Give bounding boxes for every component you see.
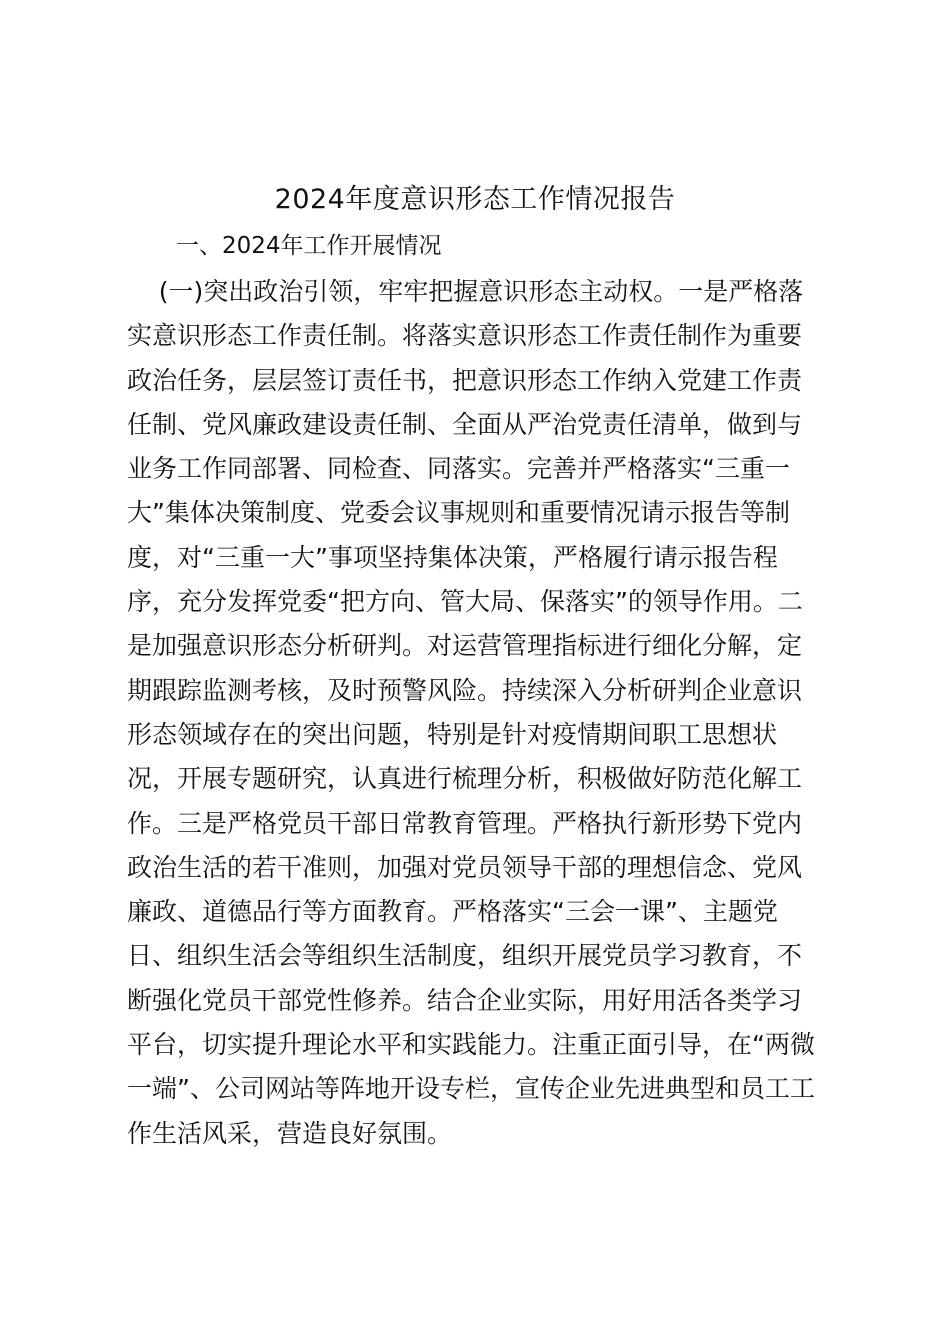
paragraph-line: 实意识形态工作责任制。将落实意识形态工作责任制作为重要 [127, 321, 803, 351]
paragraph-line: 期跟踪监测考核，及时预警风险。持续深入分析研判企业意识 [127, 675, 803, 705]
paragraph-line: 业务工作同部署、同检查、同落实。完善并严格落实“三重一 [127, 454, 790, 484]
paragraph-line: 政治生活的若干准则，加强对党员领导干部的理想信念、党风 [127, 852, 803, 882]
paragraph-line: 作。三是严格党员干部日常教育管理。严格执行新形势下党内 [127, 808, 803, 838]
document-title: 2024年度意识形态工作情况报告 [274, 184, 676, 215]
paragraph-line: 作生活风采，营造良好氛围。 [127, 1118, 453, 1148]
section-heading: 一、2024年工作开展情况 [176, 233, 442, 259]
paragraph-line: 一端”、公司网站等阵地开设专栏，宣传企业先进典型和员工工 [127, 1074, 815, 1104]
paragraph-line: 序，充分发挥党委“把方向、管大局、保落实”的领导作用。二 [127, 587, 803, 617]
paragraph-line: 大”集体决策制度、党委会议事规则和重要情况请示报告等制 [127, 498, 790, 528]
paragraph-line: (一)突出政治引领，牢牢把握意识形态主动权。一是严格落 [127, 277, 804, 306]
paragraph-line: 政治任务，层层签订责任书，把意识形态工作纳入党建工作责 [127, 365, 803, 395]
paragraph-line: 平台，切实提升理论水平和实践能力。注重正面引导，在“两微 [127, 1030, 815, 1060]
paragraph-line: 日、组织生活会等组织生活制度，组织开展党员学习教育，不 [127, 941, 803, 971]
paragraph-line: 度，对“三重一大”事项坚持集体决策，严格履行请示报告程 [127, 542, 778, 572]
body-paragraph [127, 270, 827, 1156]
paragraph-line: 况，开展专题研究，认真进行梳理分析，积极做好防范化解工 [127, 764, 803, 794]
paragraph-line: 廉政、道德品行等方面教育。严格落实“三会一课”、主题党 [127, 897, 778, 927]
paragraph-line: 任制、党风廉政建设责任制、全面从严治党责任清单，做到与 [127, 409, 803, 439]
paragraph-line: 是加强意识形态分析研判。对运营管理指标进行细化分解，定 [127, 631, 803, 661]
paragraph-line: 断强化党员干部党性修养。结合企业实际，用好用活各类学习 [127, 985, 803, 1015]
paragraph-line: 形态领域存在的突出问题，特别是针对疫情期间职工思想状 [127, 719, 778, 749]
